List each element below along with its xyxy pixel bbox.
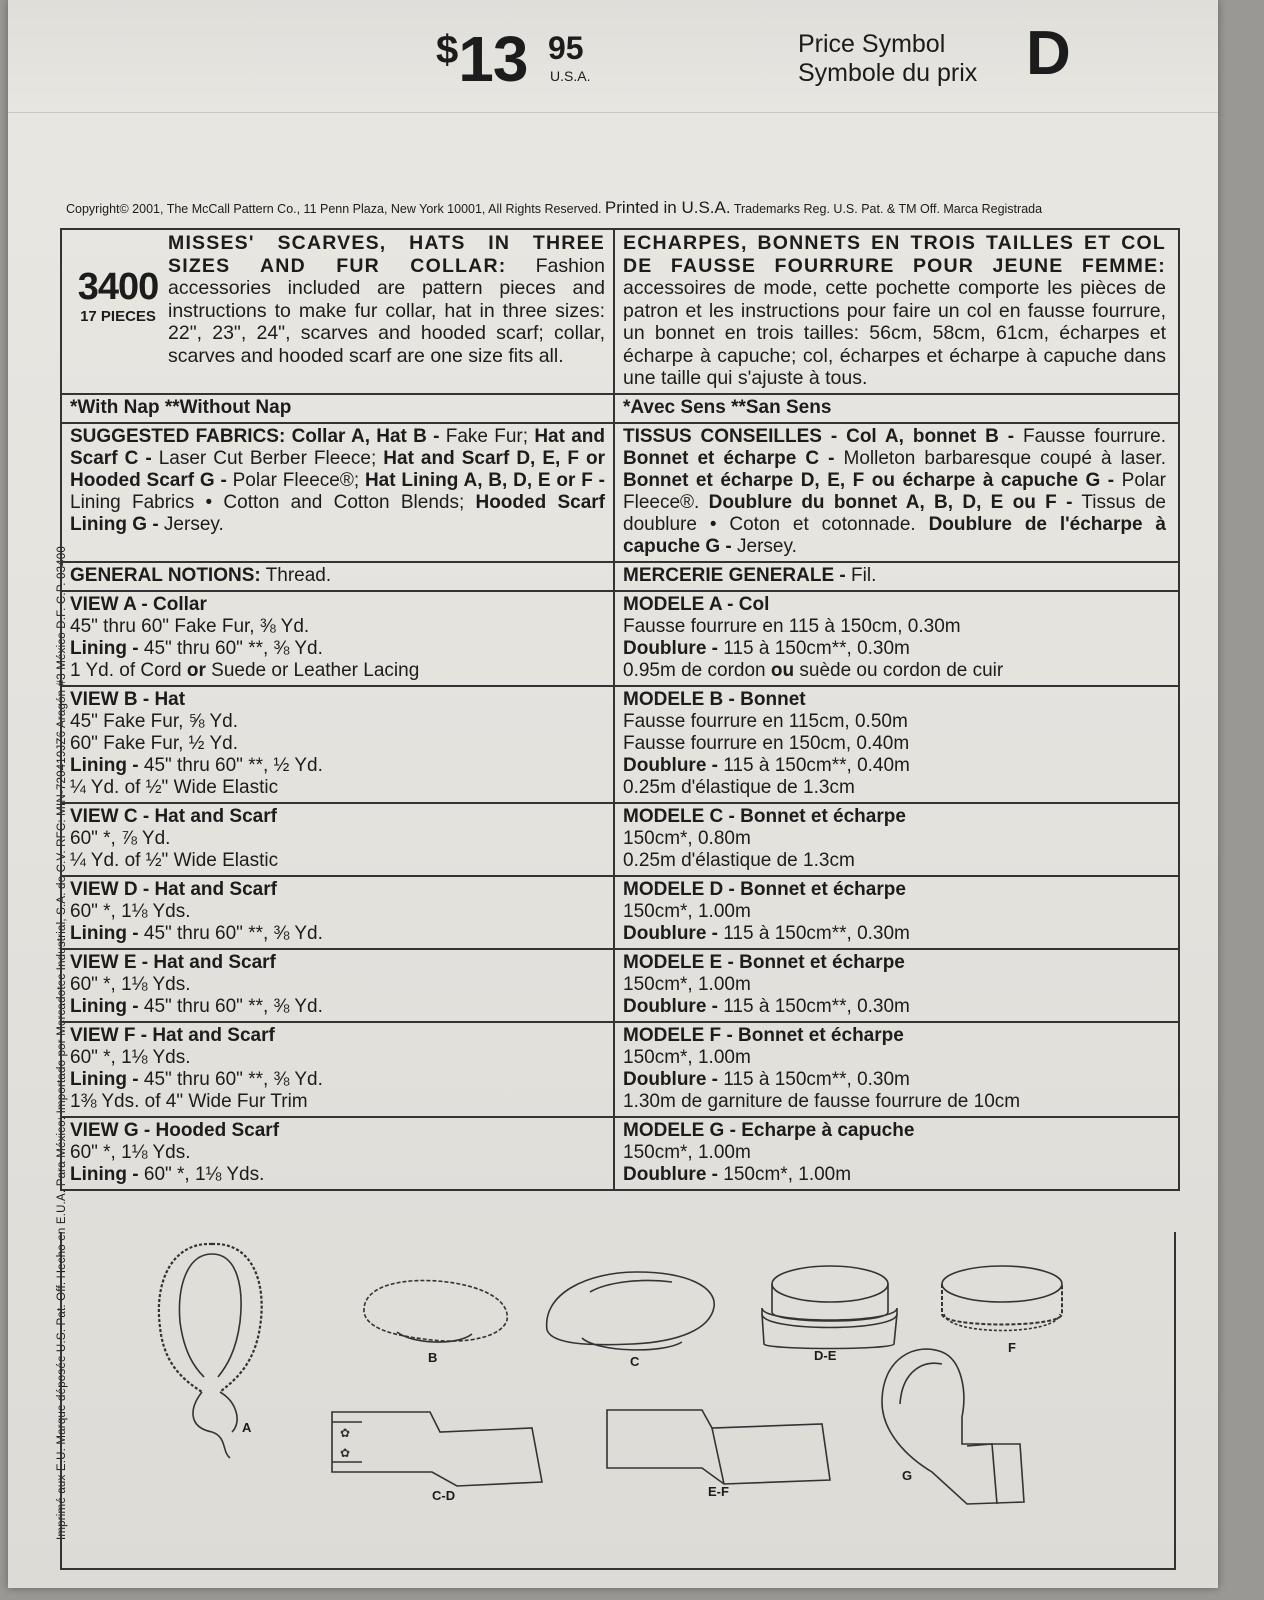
fabrics-en	[62, 424, 615, 561]
view-text: 0.25m d'élastique de 1.3cm	[623, 849, 855, 871]
side-legal-text: Imprimé aux E.U. Marque déposée U.S. Pat. Off. Hecho en E.U.A. Para México: Importado por Mercadotec Industrial, S.A. de C.V. RFC: MIN-720419JZ6 Aragón #3 México D.F. C.P. 03400	[56, 546, 68, 1540]
view-line	[623, 733, 1166, 755]
drawing-label-de: D-E	[814, 1348, 837, 1363]
notions-en-run: GENERAL NOTIONS:	[70, 564, 261, 586]
price-symbol-labels	[798, 30, 977, 88]
view-en	[62, 804, 615, 875]
view-row	[62, 592, 1178, 687]
view-line	[623, 806, 1166, 828]
price	[436, 22, 591, 96]
view-line	[623, 952, 1166, 974]
view-line	[623, 1069, 1166, 1091]
view-text: Fausse fourrure en 150cm, 0.40m	[623, 732, 910, 754]
view-fr	[615, 804, 1174, 875]
drawings-svg	[62, 1232, 1174, 1568]
info-table	[60, 228, 1180, 1191]
view-fr	[615, 950, 1174, 1021]
header-en-text	[166, 232, 605, 390]
view-text: MODELE C - Bonnet et écharpe	[623, 805, 906, 827]
view-line	[70, 711, 605, 733]
view-text: 0.25m d'élastique de 1.3cm	[623, 776, 855, 798]
view-line	[70, 660, 605, 682]
technical-drawings	[60, 1232, 1176, 1570]
view-text: MODELE A - Col	[623, 593, 770, 615]
view-text: 115 à 150cm**, 0.40m	[718, 754, 910, 776]
view-row	[62, 950, 1178, 1023]
fabrics-en-run: Hat and Scarf C -	[70, 425, 605, 469]
view-line	[70, 879, 605, 901]
view-line	[70, 806, 605, 828]
view-text: Lining -	[70, 1068, 139, 1090]
view-line	[70, 616, 605, 638]
view-line	[623, 777, 1166, 799]
view-text: 45" Fake Fur, ⅝ Yd.	[70, 710, 238, 732]
view-line	[623, 594, 1166, 616]
view-text: 60" *, 1⅛ Yds.	[70, 1046, 191, 1068]
fabrics-en-run: Hat and Scarf D, E, F or Hooded Scarf G -	[70, 447, 605, 491]
view-line	[623, 1025, 1166, 1047]
view-text: 1.30m de garniture de fausse fourrure de 10cm	[623, 1090, 1021, 1112]
view-text: 150cm*, 1.00m	[623, 1046, 751, 1068]
view-text: VIEW E - Hat and Scarf	[70, 951, 276, 973]
view-text: 150cm*, 1.00m	[718, 1163, 852, 1185]
notions-en-run: Thread.	[260, 564, 332, 586]
view-text: suède ou cordon de cuir	[794, 659, 1004, 681]
view-row	[62, 804, 1178, 877]
header-fr-body: accessoires de mode, cette pochette comporte les pièces de patron et les instructions pour faire un col en fausse fourrure, un bonnet en trois tailles: 56cm, 58cm, 61cm, écharpes et écharpe à capuche; col, écharpes et écharpe à capuche dans une taille qui s'ajuste à tous.	[623, 277, 1166, 389]
view-text: or	[186, 659, 206, 681]
view-text: 45" thru 60" Fake Fur, ⅜ Yd.	[70, 615, 310, 637]
fabrics-en-run: Lining Fabrics • Cotton and Cotton Blends;	[70, 491, 476, 513]
view-row	[62, 877, 1178, 950]
view-text: 60" Fake Fur, ½ Yd.	[70, 732, 238, 754]
view-text: 45" thru 60" **, ⅜ Yd.	[138, 637, 323, 659]
view-line	[70, 901, 605, 923]
hat-de-drawing	[762, 1266, 897, 1349]
printed-in: Printed in U.S.A.	[604, 198, 731, 217]
view-line	[623, 638, 1166, 660]
view-text: VIEW F - Hat and Scarf	[70, 1024, 275, 1046]
view-text: Fausse fourrure en 115cm, 0.50m	[623, 710, 908, 732]
view-fr	[615, 687, 1174, 802]
view-line	[70, 1091, 605, 1113]
view-text: 1 Yd. of Cord	[70, 659, 187, 681]
fabrics-fr-run: Polar Fleece®.	[623, 469, 1166, 513]
header-fr-title: ECHARPES, BONNETS EN TROIS TAILLES ET COL DE FAUSSE FOURRURE POUR JEUNE FEMME:	[623, 232, 1166, 277]
copyright-text: Copyright© 2001, The McCall Pattern Co., 11 Penn Plaza, New York 10001, All Rights Reserved.	[66, 202, 602, 216]
drawing-label-cd: C-D	[432, 1488, 456, 1503]
fabrics-en-run: Laser Cut Berber Fleece;	[151, 447, 384, 469]
header-fr	[615, 230, 1174, 393]
view-text: MODELE E - Bonnet et écharpe	[623, 951, 905, 973]
view-text: VIEW D - Hat and Scarf	[70, 878, 277, 900]
view-text: VIEW A - Collar	[70, 593, 207, 615]
fabrics-fr-run: Bonnet et écharpe D, E, F ou écharpe à capuche G -	[623, 469, 1115, 491]
view-line	[623, 828, 1166, 850]
view-text: 0.95m de cordon	[623, 659, 771, 681]
view-text: 115 à 150cm**, 0.30m	[718, 1068, 910, 1090]
view-line	[623, 996, 1166, 1018]
fabrics-fr-run: Fausse fourrure.	[1014, 425, 1166, 447]
fabrics-row	[62, 424, 1178, 563]
view-line	[623, 660, 1166, 682]
view-text: 150cm*, 1.00m	[623, 973, 751, 995]
view-line	[70, 689, 605, 711]
view-text: 115 à 150cm**, 0.30m	[718, 995, 910, 1017]
fabrics-fr-run: TISSUS CONSEILLES - Col A, bonnet B -	[623, 425, 1015, 447]
view-line	[623, 616, 1166, 638]
header-en-title: MISSES' SCARVES, HATS IN THREE SIZES AND FUR COLLAR:	[168, 232, 605, 277]
view-text: 150cm*, 1.00m	[623, 900, 751, 922]
view-text: Lining -	[70, 1163, 139, 1185]
view-line	[70, 828, 605, 850]
svg-text:✿: ✿	[340, 1426, 351, 1440]
view-text: 60" *, 1⅛ Yds.	[138, 1163, 265, 1185]
view-text: Doublure -	[623, 1163, 718, 1185]
hat-c-drawing	[547, 1272, 715, 1350]
view-text: 60" *, 1⅛ Yds.	[70, 900, 191, 922]
fabrics-en-run: Jersey.	[158, 513, 224, 535]
view-text: 115 à 150cm**, 0.30m	[718, 922, 910, 944]
view-text: 60" *, ⅞ Yd.	[70, 827, 171, 849]
fabrics-fr	[615, 424, 1174, 561]
trademark-text: Trademarks Reg. U.S. Pat. & TM Off. Marca Registrada	[733, 202, 1043, 216]
envelope-flap	[8, 0, 1218, 113]
price-symbol-fr: Symbole du prix	[798, 59, 978, 87]
price-symbol-letter: D	[1026, 19, 1071, 88]
view-text: Doublure -	[623, 637, 718, 659]
view-en	[62, 950, 615, 1021]
view-text: 60" *, 1⅛ Yds.	[70, 973, 191, 995]
pattern-number: 3400	[77, 266, 159, 308]
view-line	[70, 1142, 605, 1164]
view-text: 1⅜ Yds. of 4" Wide Fur Trim	[70, 1090, 308, 1112]
view-line	[623, 1120, 1166, 1142]
pattern-number-block	[70, 232, 166, 390]
view-fr	[615, 877, 1174, 948]
view-line	[70, 733, 605, 755]
view-fr	[615, 1118, 1174, 1189]
view-text: 45" thru 60" **, ½ Yd.	[138, 754, 323, 776]
notions-fr-run: Fil.	[845, 564, 877, 586]
view-text: VIEW B - Hat	[70, 688, 186, 710]
view-text: Suede or Leather Lacing	[205, 659, 420, 681]
fabrics-en-run: Polar Fleece®;	[226, 469, 365, 491]
nap-en	[62, 395, 615, 422]
price-cents: 95	[548, 30, 584, 66]
view-line	[623, 901, 1166, 923]
notions-row	[62, 563, 1178, 592]
view-text: MODELE B - Bonnet	[623, 688, 806, 710]
nap-en-text: *With Nap **Without Nap	[70, 396, 292, 418]
view-text: MODELE F - Bonnet et écharpe	[623, 1024, 904, 1046]
view-row	[62, 687, 1178, 804]
view-line	[70, 923, 605, 945]
view-text: 60" *, 1⅛ Yds.	[70, 1141, 191, 1163]
view-line	[70, 638, 605, 660]
view-text: MODELE D - Bonnet et écharpe	[623, 878, 906, 900]
view-text: Lining -	[70, 637, 139, 659]
notions-fr	[615, 563, 1174, 590]
view-text: Lining -	[70, 922, 139, 944]
view-fr	[615, 592, 1174, 685]
fabrics-en-run: SUGGESTED FABRICS: Collar A, Hat B -	[70, 425, 440, 447]
view-text: Fausse fourrure en 115 à 150cm, 0.30m	[623, 615, 961, 637]
nap-fr	[615, 395, 1174, 422]
view-text: MODELE G - Echarpe à capuche	[623, 1119, 915, 1141]
view-en	[62, 877, 615, 948]
view-line	[623, 923, 1166, 945]
view-text: Lining -	[70, 995, 139, 1017]
header-en-body: Fashion accessories included are pattern pieces and instructions to make fur collar, hat in three sizes: 22", 23", 24", scarves and hooded scarf; collar, scarves and hooded scarf are one size fits all.	[168, 254, 605, 367]
copyright-line	[66, 198, 1186, 218]
view-en	[62, 592, 615, 685]
fabrics-fr-run: Doublure de l'écharpe à capuche G -	[623, 513, 1166, 557]
nap-row	[62, 395, 1178, 424]
scarf-ef-drawing	[607, 1410, 830, 1484]
piece-count: 17 PIECES	[80, 308, 156, 325]
header-en	[62, 230, 615, 393]
view-line	[623, 850, 1166, 872]
view-row	[62, 1023, 1178, 1118]
view-line	[623, 755, 1166, 777]
view-line	[70, 594, 605, 616]
views-section	[62, 592, 1178, 1191]
drawing-label-g: G	[902, 1468, 913, 1483]
view-text: 45" thru 60" **, ⅜ Yd.	[138, 995, 323, 1017]
view-line	[623, 1164, 1166, 1186]
drawing-label-ef: E-F	[708, 1484, 729, 1499]
view-text: 150cm*, 1.00m	[623, 1141, 751, 1163]
view-line	[70, 850, 605, 872]
view-text: Doublure -	[623, 754, 718, 776]
view-text: Doublure -	[623, 922, 718, 944]
view-text: 150cm*, 0.80m	[623, 827, 751, 849]
view-line	[70, 952, 605, 974]
view-line	[70, 777, 605, 799]
nap-fr-text: *Avec Sens **San Sens	[623, 396, 832, 418]
price-main: 13	[458, 23, 528, 95]
svg-text:✿: ✿	[340, 1446, 351, 1460]
view-line	[623, 1142, 1166, 1164]
view-text: ou	[770, 659, 795, 681]
drawing-label-c: C	[630, 1354, 640, 1369]
notions-en	[62, 563, 615, 590]
price-dollar: $	[436, 28, 459, 72]
view-en	[62, 1023, 615, 1116]
notions-fr-run: MERCERIE GENERALE -	[623, 564, 846, 586]
drawing-label-f: F	[1008, 1340, 1016, 1355]
scarf-cd-drawing	[332, 1412, 542, 1486]
fabrics-fr-run: Tissus de doublure • Coton et cotonnade.	[623, 491, 1166, 535]
drawing-label-a: A	[242, 1420, 252, 1435]
view-text: ¼ Yd. of ½" Wide Elastic	[70, 776, 279, 798]
hat-b-drawing	[364, 1281, 507, 1343]
price-country: U.S.A.	[550, 68, 591, 84]
fabrics-en-run: Hooded Scarf Lining G -	[70, 491, 605, 535]
view-line	[70, 974, 605, 996]
view-line	[623, 1091, 1166, 1113]
view-row	[62, 1118, 1178, 1191]
view-line	[70, 1164, 605, 1186]
view-text: ¼ Yd. of ½" Wide Elastic	[70, 849, 279, 871]
hat-f-drawing	[942, 1266, 1062, 1331]
view-line	[623, 711, 1166, 733]
view-line	[623, 879, 1166, 901]
view-line	[70, 755, 605, 777]
fabrics-fr-run: Molleton barbaresque coupé à laser.	[834, 447, 1166, 469]
fabrics-en-run: Hat Lining A, B, D, E or F -	[364, 469, 605, 491]
view-line	[70, 1120, 605, 1142]
view-en	[62, 687, 615, 802]
price-symbol-en: Price Symbol	[798, 30, 946, 58]
fabrics-fr-run: Bonnet et écharpe C -	[623, 447, 835, 469]
view-line	[623, 974, 1166, 996]
view-text: 45" thru 60" **, ⅜ Yd.	[138, 922, 323, 944]
view-line	[70, 996, 605, 1018]
fabrics-fr-run: Jersey.	[731, 535, 797, 557]
view-text: Lining -	[70, 754, 139, 776]
view-text: Doublure -	[623, 995, 718, 1017]
view-text: Doublure -	[623, 1068, 718, 1090]
drawing-label-b: B	[428, 1350, 438, 1365]
view-en	[62, 1118, 615, 1189]
view-line	[623, 1047, 1166, 1069]
view-line	[70, 1069, 605, 1091]
header-row	[62, 230, 1178, 395]
view-text: VIEW C - Hat and Scarf	[70, 805, 277, 827]
view-text: 45" thru 60" **, ⅜ Yd.	[138, 1068, 323, 1090]
fabrics-fr-run: Doublure du bonnet A, B, D, E ou F -	[708, 491, 1073, 513]
view-line	[623, 689, 1166, 711]
view-text: 115 à 150cm**, 0.30m	[718, 637, 910, 659]
view-text: VIEW G - Hooded Scarf	[70, 1119, 280, 1141]
view-fr	[615, 1023, 1174, 1116]
view-line	[70, 1025, 605, 1047]
view-line	[70, 1047, 605, 1069]
fabrics-en-run: Fake Fur;	[439, 425, 535, 447]
